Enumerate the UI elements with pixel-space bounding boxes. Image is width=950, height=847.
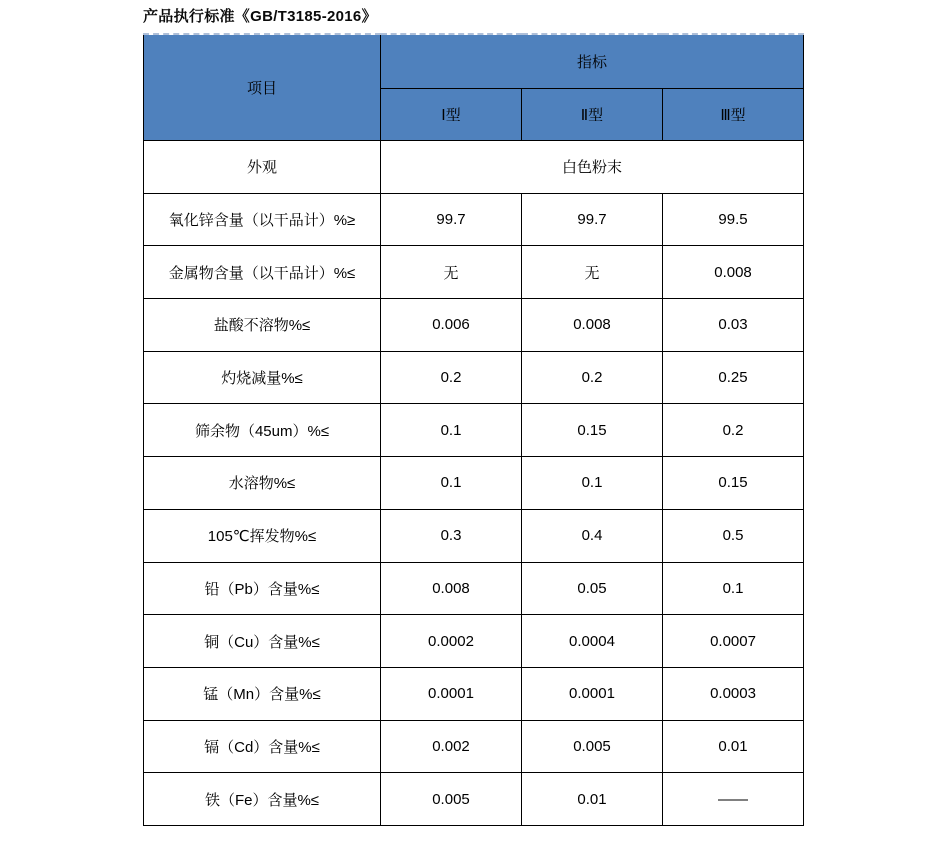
- row-value: 0.03: [663, 299, 804, 352]
- header-cell-item: 项目: [144, 34, 381, 141]
- row-value: 0.01: [522, 773, 663, 826]
- appearance-value: 白色粉末: [381, 141, 804, 194]
- header-row-indicator: [144, 34, 804, 89]
- row-label: 金属物含量（以干品计）%≤: [144, 246, 381, 299]
- table-row: [144, 615, 804, 668]
- row-value: 0.4: [522, 509, 663, 562]
- table-row: [144, 457, 804, 510]
- row-value: 0.0007: [663, 615, 804, 668]
- row-value: 0.01: [663, 720, 804, 773]
- row-value: 0.2: [381, 351, 522, 404]
- table-row: [144, 562, 804, 615]
- row-label: 水溶物%≤: [144, 457, 381, 510]
- row-value: 0.25: [663, 351, 804, 404]
- row-value: 0.2: [663, 404, 804, 457]
- row-value: 0.15: [663, 457, 804, 510]
- row-value: 0.005: [381, 773, 522, 826]
- header-cell-indicator: 指标: [381, 34, 804, 89]
- header-cell-type-2: Ⅱ型: [522, 89, 663, 141]
- row-label: 氧化锌含量（以干品计）%≥: [144, 193, 381, 246]
- table-row: [144, 720, 804, 773]
- row-label: 外观: [144, 141, 381, 194]
- row-value: 0.0002: [381, 615, 522, 668]
- row-value: 0.006: [381, 299, 522, 352]
- header-cell-type-1: Ⅰ型: [381, 89, 522, 141]
- row-label: 105℃挥发物%≤: [144, 509, 381, 562]
- header-cell-type-3: Ⅲ型: [663, 89, 804, 141]
- row-value: 0.008: [522, 299, 663, 352]
- row-value: 0.002: [381, 720, 522, 773]
- row-value: 无: [381, 246, 522, 299]
- table-row: [144, 299, 804, 352]
- row-value: 0.05: [522, 562, 663, 615]
- row-value: 0.1: [381, 457, 522, 510]
- row-value: 0.0001: [522, 667, 663, 720]
- table-row: [144, 404, 804, 457]
- page-title: 产品执行标准《GB/T3185-2016》: [143, 8, 377, 25]
- row-label: 镉（Cd）含量%≤: [144, 720, 381, 773]
- row-value: ——: [663, 773, 804, 826]
- row-value: 0.1: [381, 404, 522, 457]
- row-value: 无: [522, 246, 663, 299]
- row-label: 灼烧减量%≤: [144, 351, 381, 404]
- row-value: 0.5: [663, 509, 804, 562]
- row-value: 0.15: [522, 404, 663, 457]
- row-value: 0.1: [522, 457, 663, 510]
- row-label: 盐酸不溶物%≤: [144, 299, 381, 352]
- row-value: 0.2: [522, 351, 663, 404]
- row-value: 0.0001: [381, 667, 522, 720]
- row-value: 0.008: [381, 562, 522, 615]
- row-value: 0.005: [522, 720, 663, 773]
- row-label: 铅（Pb）含量%≤: [144, 562, 381, 615]
- row-value: 0.1: [663, 562, 804, 615]
- appearance-row: [144, 141, 804, 194]
- row-value: 99.7: [522, 193, 663, 246]
- row-value: 0.0003: [663, 667, 804, 720]
- table-row: [144, 246, 804, 299]
- row-label: 铁（Fe）含量%≤: [144, 773, 381, 826]
- row-label: 筛余物（45um）%≤: [144, 404, 381, 457]
- row-value: 0.0004: [522, 615, 663, 668]
- table-row: [144, 509, 804, 562]
- row-value: 0.008: [663, 246, 804, 299]
- spec-table-body: [144, 141, 804, 826]
- row-label: 铜（Cu）含量%≤: [144, 615, 381, 668]
- spec-table-header: [144, 34, 804, 141]
- row-value: 99.7: [381, 193, 522, 246]
- table-row: [144, 773, 804, 826]
- table-row: [144, 667, 804, 720]
- spec-table: [143, 33, 804, 826]
- row-label: 锰（Mn）含量%≤: [144, 667, 381, 720]
- row-value: 99.5: [663, 193, 804, 246]
- table-row: [144, 193, 804, 246]
- table-row: [144, 351, 804, 404]
- row-value: 0.3: [381, 509, 522, 562]
